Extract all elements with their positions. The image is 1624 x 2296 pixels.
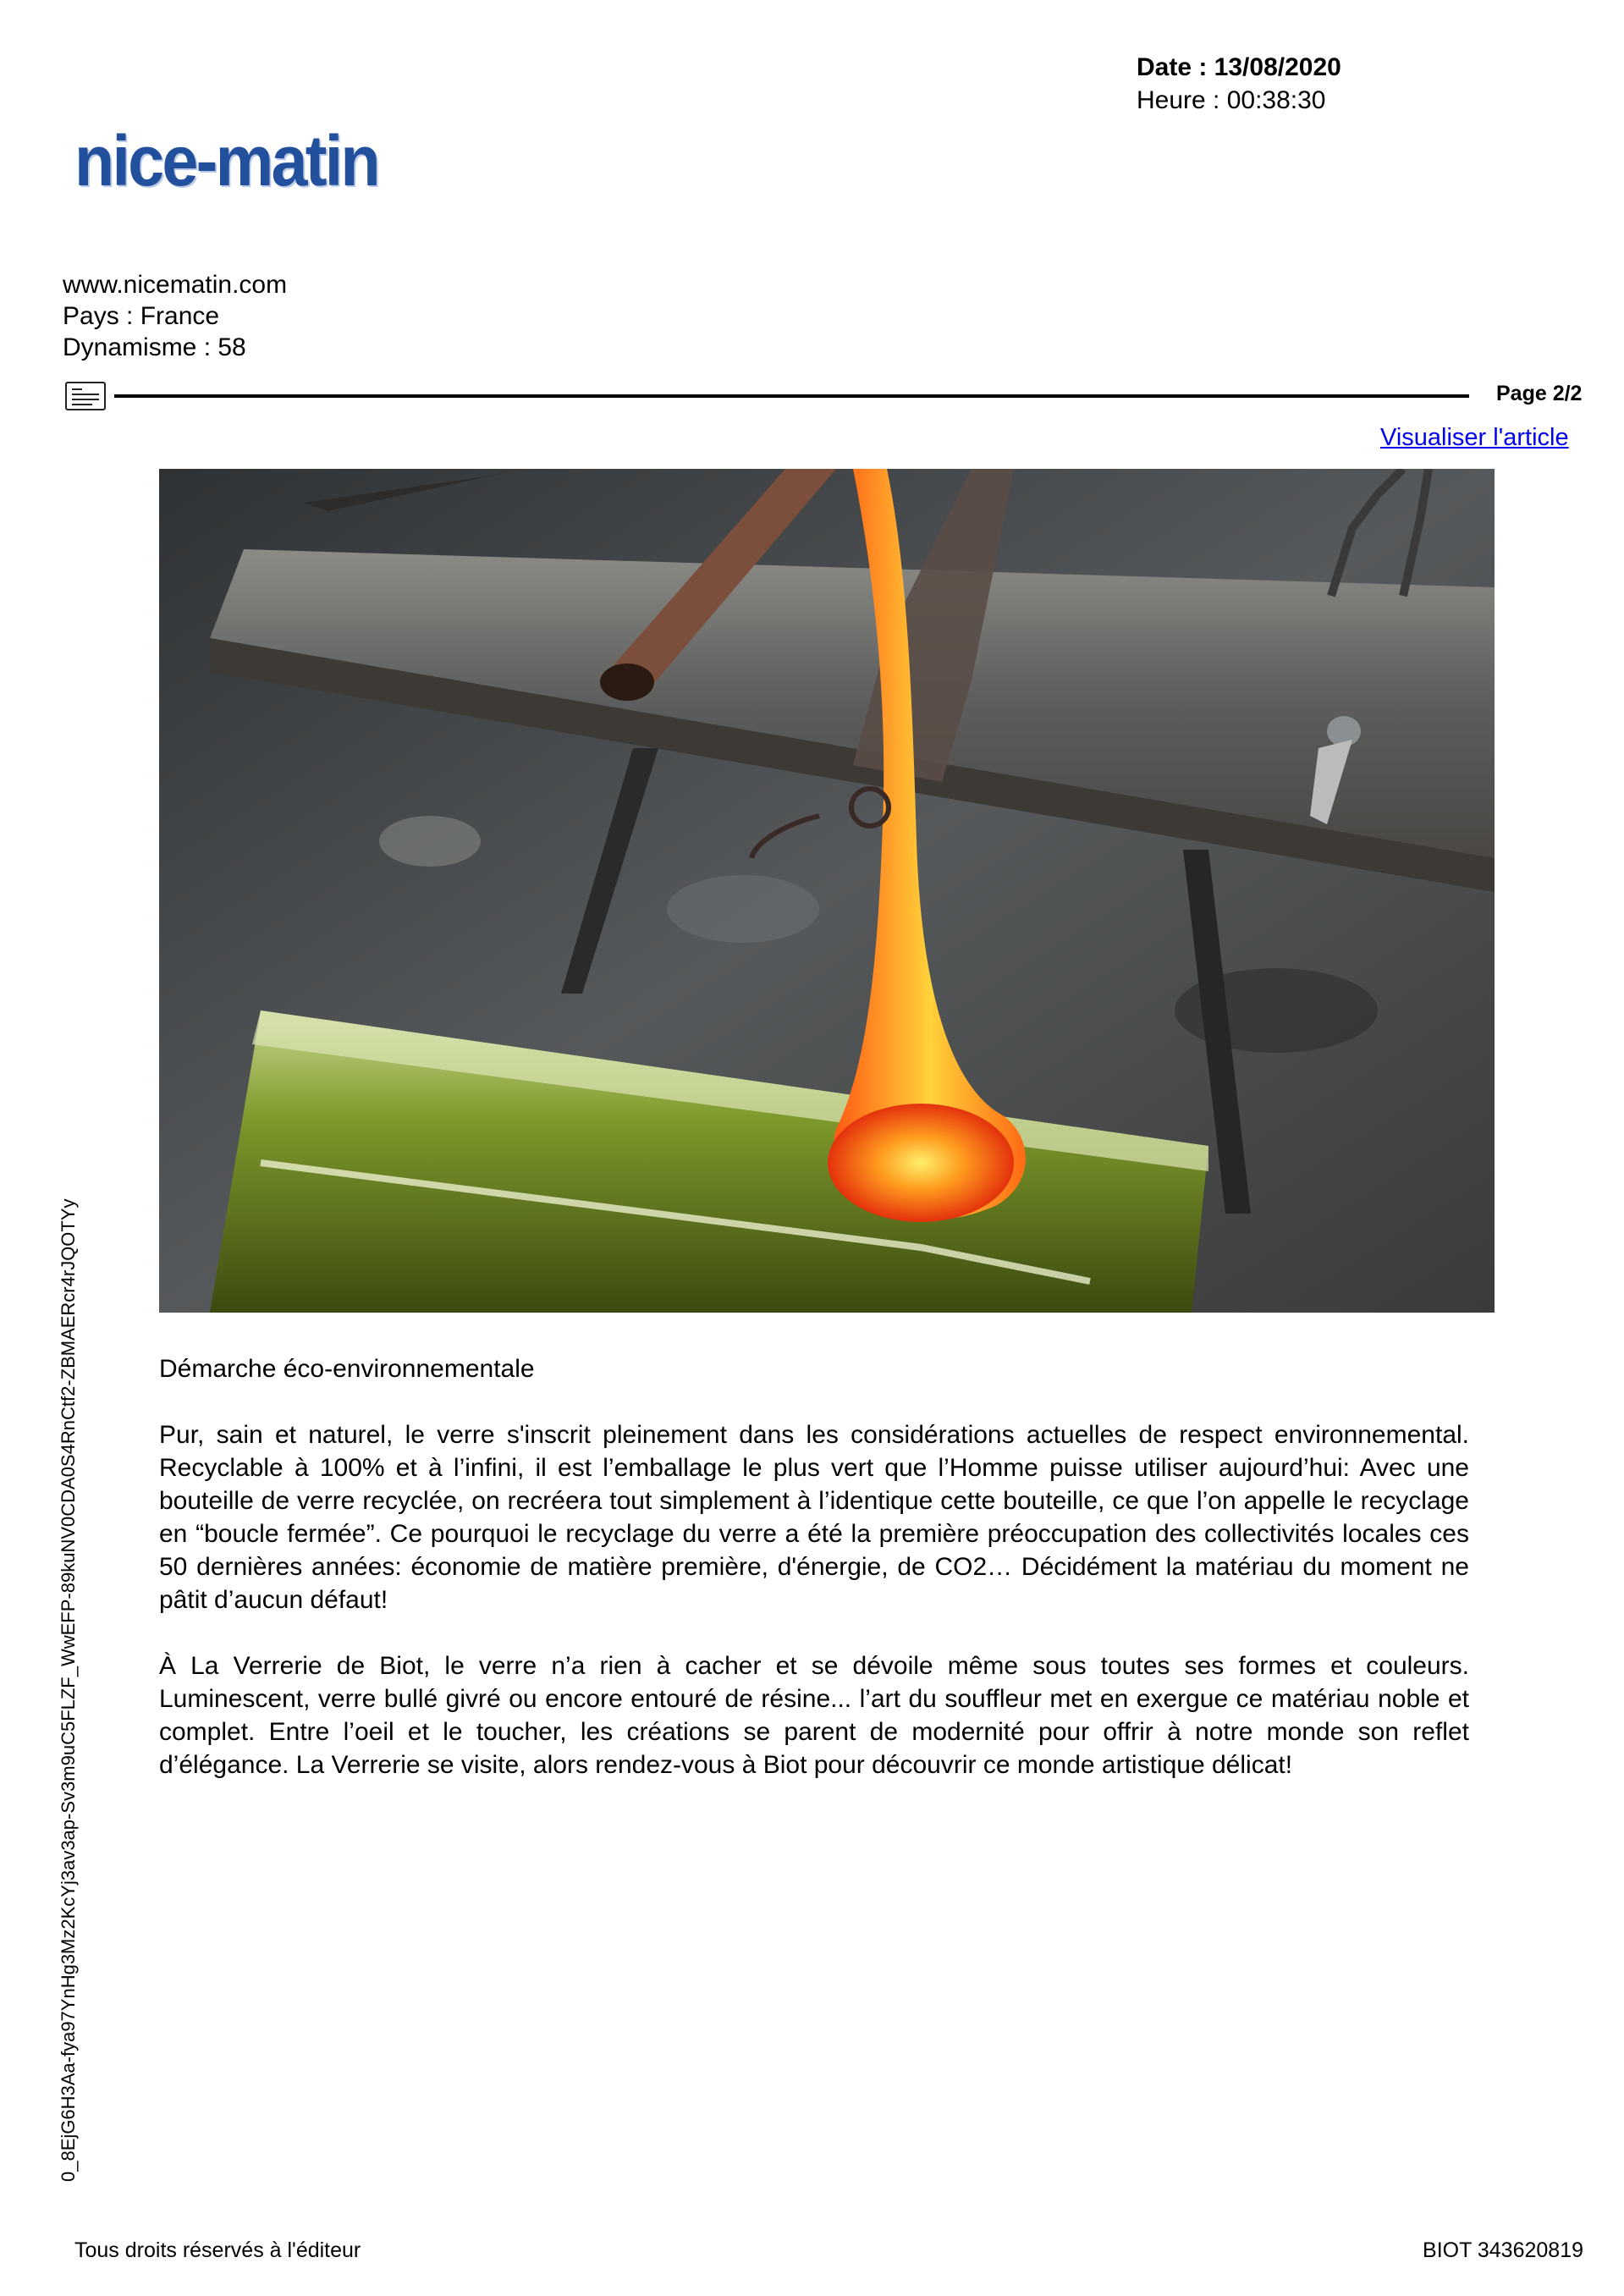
article-heading: Démarche éco-environnementale	[159, 1355, 535, 1383]
website-url: www.nicematin.com	[63, 271, 288, 299]
article-body	[159, 1352, 1469, 1814]
dynamism-label: Dynamisme : 58	[63, 333, 246, 361]
time-label: Heure : 00:38:30	[1137, 86, 1326, 114]
article-photo	[159, 469, 1495, 1313]
document-identifier: 0_8EjG6H3Aa-fya97YnHg3Mz2KcYj3av3ap-Sv3m9uC5FLZF_WwEFP-89kuNV0CDA0S4RnCtf2-ZBMAERcr4rJQOTYy	[58, 1198, 79, 2182]
page-number: Page 2/2	[1496, 382, 1583, 405]
nice-matin-logo: nice-matin	[74, 121, 378, 201]
document-icon	[65, 382, 106, 410]
header-divider	[114, 394, 1469, 398]
glassblowing-photo	[159, 469, 1495, 1313]
date-label: Date : 13/08/2020	[1137, 53, 1341, 81]
document-reference: BIOT 343620819	[1423, 2238, 1583, 2262]
view-article-link[interactable]: Visualiser l'article	[1380, 424, 1569, 451]
article-paragraph: Pur, sain et naturel, le verre s'inscrit pleinement dans les considérations actuelles de respect environnemental. Recyclable à 100% et à l’infini, il est l’emballage le plus vert que l’Homme puisse utiliser aujourd’hui: Avec une bouteille de verre recyclée, on recréera tout simplement à l’identique cette bouteille, ce que l’on appelle le recyclage en “boucle fermée”. Ce pourquoi le recyclage du verre a été la première préoccupation des collectivités locales ces 50 dernières années: économie de matière première, d'énergie, de CO2… Décidément la matériau du moment ne pâtit d’aucun défaut!	[159, 1421, 1469, 1614]
copyright-notice: Tous droits réservés à l'éditeur	[74, 2238, 361, 2262]
article-paragraph: À La Verrerie de Biot, le verre n’a rien à cacher et se dévoile même sous toutes ses formes et couleurs. Luminescent, verre bullé givré ou encore entouré de résine... l’art du souffleur met en exergue ce matériau noble et complet. Entre l’oeil et le toucher, les créations se parent de modernité pour offrir à notre monde son reflet d’élégance. La Verrerie se visite, alors rendez-vous à Biot pour découvrir ce monde artistique délicat!	[159, 1652, 1469, 1779]
publication-meta	[63, 269, 287, 363]
country-label: Pays : France	[63, 302, 220, 330]
date-time-block	[1137, 51, 1341, 117]
